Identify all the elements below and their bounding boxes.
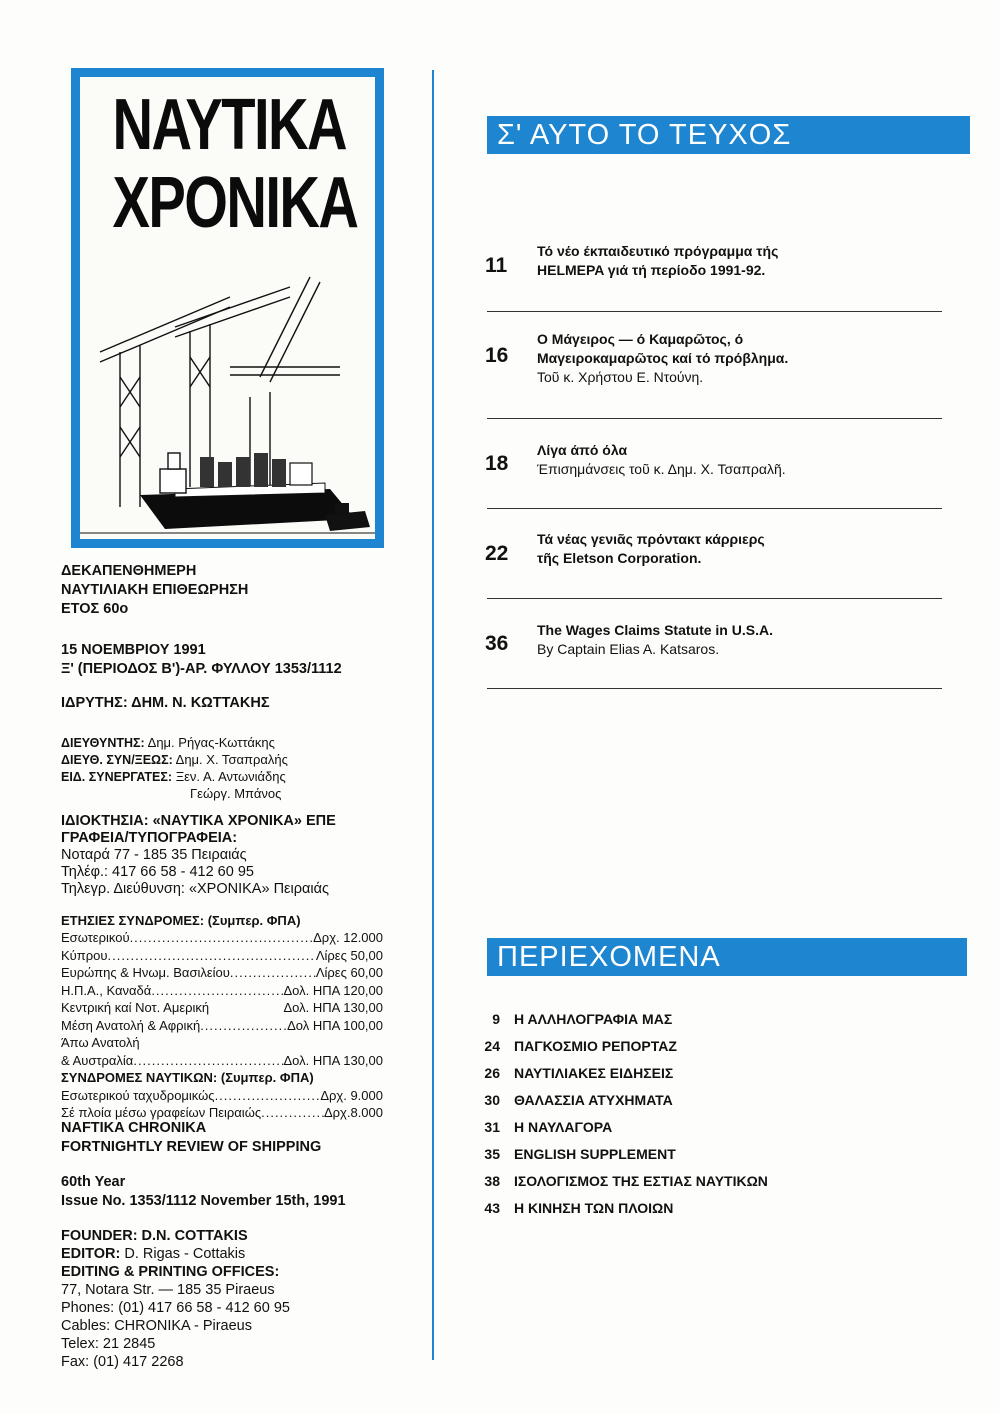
staff-label: ΔΙΕΥΘΥΝΤΗΣ: bbox=[61, 736, 145, 750]
contents-item[interactable] bbox=[478, 1117, 798, 1137]
subtitle-en: FORTNIGHTLY REVIEW OF SHIPPING bbox=[61, 1139, 322, 1155]
issue-item-line: The Wages Claims Statute in U.S.A. bbox=[537, 622, 773, 638]
subscription-row bbox=[61, 1052, 383, 1070]
crew-subs-title: ΣΥΝΔΡΟΜΕΣ ΝΑΥΤΙΚΩΝ: (Συμπερ. ΦΠΑ) bbox=[61, 1070, 314, 1085]
contents-item[interactable] bbox=[478, 1009, 798, 1029]
staff-extra: Γεώργ. Μπάνος bbox=[190, 786, 282, 801]
contents-item[interactable] bbox=[478, 1063, 798, 1083]
cover-title-line1: ΝΑΥΤΙΚΑ bbox=[112, 85, 347, 165]
subscription-row bbox=[61, 929, 383, 947]
subscription-price: Δολ. ΗΠΑ 130,00 bbox=[283, 1052, 383, 1068]
issue-item-byline: Τοῦ κ. Χρήστου Ε. Ντούνη. bbox=[537, 369, 704, 385]
contents-label: ENGLISH SUPPLEMENT bbox=[514, 1146, 676, 1162]
issue-item-byline: Έπισημάνσεις τοῦ κ. Δημ. Χ. Τσαπραλῆ. bbox=[537, 461, 786, 477]
subscription-name: Εσωτερικού ταχυδρομικώς bbox=[61, 1087, 215, 1103]
contents-item[interactable] bbox=[478, 1171, 798, 1191]
staff-label: ΕΙΔ. ΣΥΝΕΡΓΑΤΕΣ: bbox=[61, 770, 173, 784]
subscription-row bbox=[61, 947, 383, 965]
staff-value: Ξεν. Α. Αντωνιάδης bbox=[175, 769, 286, 784]
founder-en: FOUNDER: D.N. COTTAKIS bbox=[61, 1228, 248, 1244]
address-gr: Νοταρά 77 - 185 35 Πειραιάς bbox=[61, 847, 247, 863]
issue-item-page: 36 bbox=[485, 632, 509, 655]
subscription-price: Δρχ.8.000 bbox=[323, 1105, 383, 1120]
subscription-price: Δολ. ΗΠΑ 130,00 bbox=[283, 1000, 383, 1015]
separator bbox=[487, 311, 942, 312]
subscription-name: Σέ πλοία μέσω γραφείων Πειραιώς bbox=[61, 1105, 262, 1120]
address-en: 77, Notara Str. — 185 35 Piraeus bbox=[61, 1282, 275, 1298]
column-divider bbox=[432, 70, 434, 1360]
subscription-name: Κεντρική καί Νοτ. Αμερική bbox=[61, 1000, 210, 1015]
contents-item[interactable] bbox=[478, 1198, 798, 1218]
contents-page: 30 bbox=[484, 1092, 500, 1108]
phones-en: Phones: (01) 417 66 58 - 412 60 95 bbox=[61, 1300, 290, 1316]
issue-item-line: Ο Μάγειρος — ό Καμαρῶτος, ό bbox=[537, 331, 744, 347]
staff-row bbox=[61, 768, 286, 787]
contents-label: Η ΚΙΝΗΣΗ ΤΩΝ ΠΛΟΙΩΝ bbox=[514, 1200, 674, 1216]
issue-item-line: Τά νέας γενιᾶς πρόντακτ κάρριερς bbox=[537, 531, 765, 547]
ownership: ΙΔΙΟΚΤΗΣΙΑ: «ΝΑΥΤΙΚΑ ΧΡΟΝΙΚΑ» ΕΠΕ bbox=[61, 813, 336, 829]
issue-item[interactable] bbox=[485, 240, 945, 290]
cable-gr: Τηλεγρ. Διεύθυνση: «ΧΡΟΝΙΚΑ» Πειραιάς bbox=[61, 881, 329, 897]
contents-label: ΙΣΟΛΟΓΙΣΜΟΣ ΤΗΣ ΕΣΤΙΑΣ ΝΑΥΤΙΚΩΝ bbox=[514, 1173, 768, 1189]
issue-item-line: Μαγειροκαμαρῶτος καί τό πρόβλημα. bbox=[537, 350, 789, 366]
issue-item-line: HELMEPA γιά τή περίοδο 1991-92. bbox=[537, 262, 766, 278]
year-gr: ΕΤΟΣ 60ο bbox=[61, 601, 129, 617]
subscription-name: Ευρώπης & Ηνωμ. Βασιλείου bbox=[61, 965, 230, 980]
staff-row bbox=[61, 751, 288, 770]
magazine-cover bbox=[71, 68, 384, 548]
in-this-issue-banner: Σ' ΑΥΤΟ ΤΟ ΤΕΥΧΟΣ bbox=[487, 116, 970, 154]
staff-row bbox=[61, 734, 275, 753]
editor-en bbox=[61, 1245, 245, 1263]
cover-title-line2: ΧΡΟΝΙΚΑ bbox=[112, 163, 358, 243]
subscription-name: Μέση Ανατολή & Αφρική bbox=[61, 1017, 201, 1033]
subtitle-line2: ΝΑΥΤΙΛΙΑΚΗ ΕΠΙΘΕΩΡΗΣΗ bbox=[61, 582, 249, 598]
issue-item-page: 22 bbox=[485, 542, 509, 565]
issue-item[interactable] bbox=[485, 328, 945, 398]
issue-en: Issue No. 1353/1112 November 15th, 1991 bbox=[61, 1193, 346, 1209]
telex-en: Telex: 21 2845 bbox=[61, 1336, 156, 1352]
contents-page: 24 bbox=[484, 1038, 500, 1054]
issue-item-page: 18 bbox=[485, 452, 509, 475]
subscription-price: Λίρες 60,00 bbox=[315, 965, 383, 980]
cables-en: Cables: CHRONIKA - Piraeus bbox=[61, 1318, 252, 1334]
subscription-row bbox=[61, 1017, 383, 1035]
year-en: 60th Year bbox=[61, 1174, 126, 1190]
subtitle-line1: ΔΕΚΑΠΕΝΘΗΜΕΡΗ bbox=[61, 563, 197, 579]
contents-page: 43 bbox=[484, 1200, 500, 1216]
subscription-row bbox=[61, 1034, 383, 1052]
contents-label: Η ΑΛΛΗΛΟΓΡΑΦΙΑ ΜΑΣ bbox=[514, 1011, 673, 1027]
subscription-row bbox=[61, 964, 383, 982]
separator bbox=[487, 508, 942, 509]
contents-label: ΠΑΓΚΟΣΜΙΟ ΡΕΠΟΡΤΑΖ bbox=[514, 1038, 677, 1054]
contents-label: ΝΑΥΤΙΛΙΑΚΕΣ ΕΙΔΗΣΕΙΣ bbox=[514, 1065, 674, 1081]
contents-label: ΘΑΛΑΣΣΙΑ ΑΤΥΧΗΜΑΤΑ bbox=[514, 1092, 673, 1108]
subscription-row bbox=[61, 999, 383, 1017]
subscription-name: Κύπρου bbox=[61, 947, 108, 963]
issue-item-page: 16 bbox=[485, 344, 509, 367]
subscription-row bbox=[61, 1087, 383, 1105]
cover-panel bbox=[80, 77, 375, 539]
contents-item[interactable] bbox=[478, 1144, 798, 1164]
issue-item[interactable] bbox=[485, 530, 945, 580]
staff-label: ΔΙΕΥΘ. ΣΥΝ/ΞΕΩΣ: bbox=[61, 753, 173, 767]
subscription-name: Άπω Ανατολή bbox=[61, 1035, 140, 1050]
subscription-price: Δολ ΗΠΑ 100,00 bbox=[287, 1017, 383, 1033]
offices-label: ΓΡΑΦΕΙΑ/ΤΥΠΟΓΡΑΦΕΙΑ: bbox=[61, 830, 238, 846]
contents-item[interactable] bbox=[478, 1036, 798, 1056]
contents-page: 9 bbox=[492, 1011, 500, 1027]
contents-label: Η ΝΑΥΛΑΓΟΡΑ bbox=[514, 1119, 613, 1135]
contents-page: 35 bbox=[484, 1146, 500, 1162]
subscription-name: & Αυστραλία bbox=[61, 1052, 134, 1068]
issue-item-page: 11 bbox=[485, 254, 508, 277]
editor-label: EDITOR: bbox=[61, 1246, 121, 1262]
subscription-price: Δολ. ΗΠΑ 120,00 bbox=[283, 982, 383, 998]
editor-name: D. Rigas - Cottakis bbox=[124, 1246, 246, 1262]
issue-gr: Ξ' (ΠΕΡΙΟΔΟΣ Β')-ΑΡ. ΦΥΛΛΟΥ 1353/1112 bbox=[61, 661, 342, 677]
issue-item-line: τῆς Eletson Corporation. bbox=[537, 550, 702, 566]
issue-item[interactable] bbox=[485, 438, 945, 488]
staff-value: Δημ. Ρήγας-Κωττάκης bbox=[147, 735, 275, 750]
date-gr: 15 ΝΟΕΜΒΡΙΟΥ 1991 bbox=[61, 642, 206, 658]
cover-ship-crane-illustration bbox=[80, 257, 375, 539]
separator bbox=[487, 598, 942, 599]
issue-item-byline: By Captain Elias A. Katsaros. bbox=[537, 641, 720, 657]
issue-item-line: Λίγα άπό όλα bbox=[537, 442, 628, 458]
fax-en: Fax: (01) 417 2268 bbox=[61, 1354, 184, 1370]
contents-page: 38 bbox=[484, 1173, 500, 1189]
subscriptions-list bbox=[61, 929, 383, 1122]
offices-en: EDITING & PRINTING OFFICES: bbox=[61, 1264, 280, 1280]
subs-title: ΕΤΗΣΙΕΣ ΣΥΝΔΡΟΜΕΣ: (Συμπερ. ΦΠΑ) bbox=[61, 913, 301, 928]
subscription-name: Η.Π.Α., Καναδά bbox=[61, 982, 152, 998]
staff-value: Δημ. Χ. Τσαπραλής bbox=[175, 752, 288, 767]
phone-gr: Τηλέφ.: 417 66 58 - 412 60 95 bbox=[61, 864, 254, 880]
subscription-price: Λίρες 50,00 bbox=[315, 947, 383, 963]
separator bbox=[487, 688, 942, 689]
subscription-price: Δρχ. 9.000 bbox=[320, 1087, 383, 1103]
contents-item[interactable] bbox=[478, 1090, 798, 1110]
contents-page: 31 bbox=[484, 1119, 500, 1135]
title-en: NAFTIKA CHRONIKA bbox=[61, 1120, 207, 1136]
subscription-name: Εσωτερικού bbox=[61, 930, 130, 945]
founder-gr: ΙΔΡΥΤΗΣ: ΔΗΜ. Ν. ΚΩΤΤΑΚΗΣ bbox=[61, 695, 270, 711]
separator bbox=[487, 418, 942, 419]
issue-item-line: Τό νέο έκπαιδευτικό πρόγραμμα τής bbox=[537, 243, 779, 259]
subscription-row bbox=[61, 982, 383, 1000]
contents-page: 26 bbox=[484, 1065, 500, 1081]
contents-banner: ΠΕΡΙΕΧΟΜΕΝΑ bbox=[487, 938, 967, 976]
issue-item[interactable] bbox=[485, 620, 945, 670]
subscription-price: Δρχ. 12.000 bbox=[313, 930, 383, 945]
